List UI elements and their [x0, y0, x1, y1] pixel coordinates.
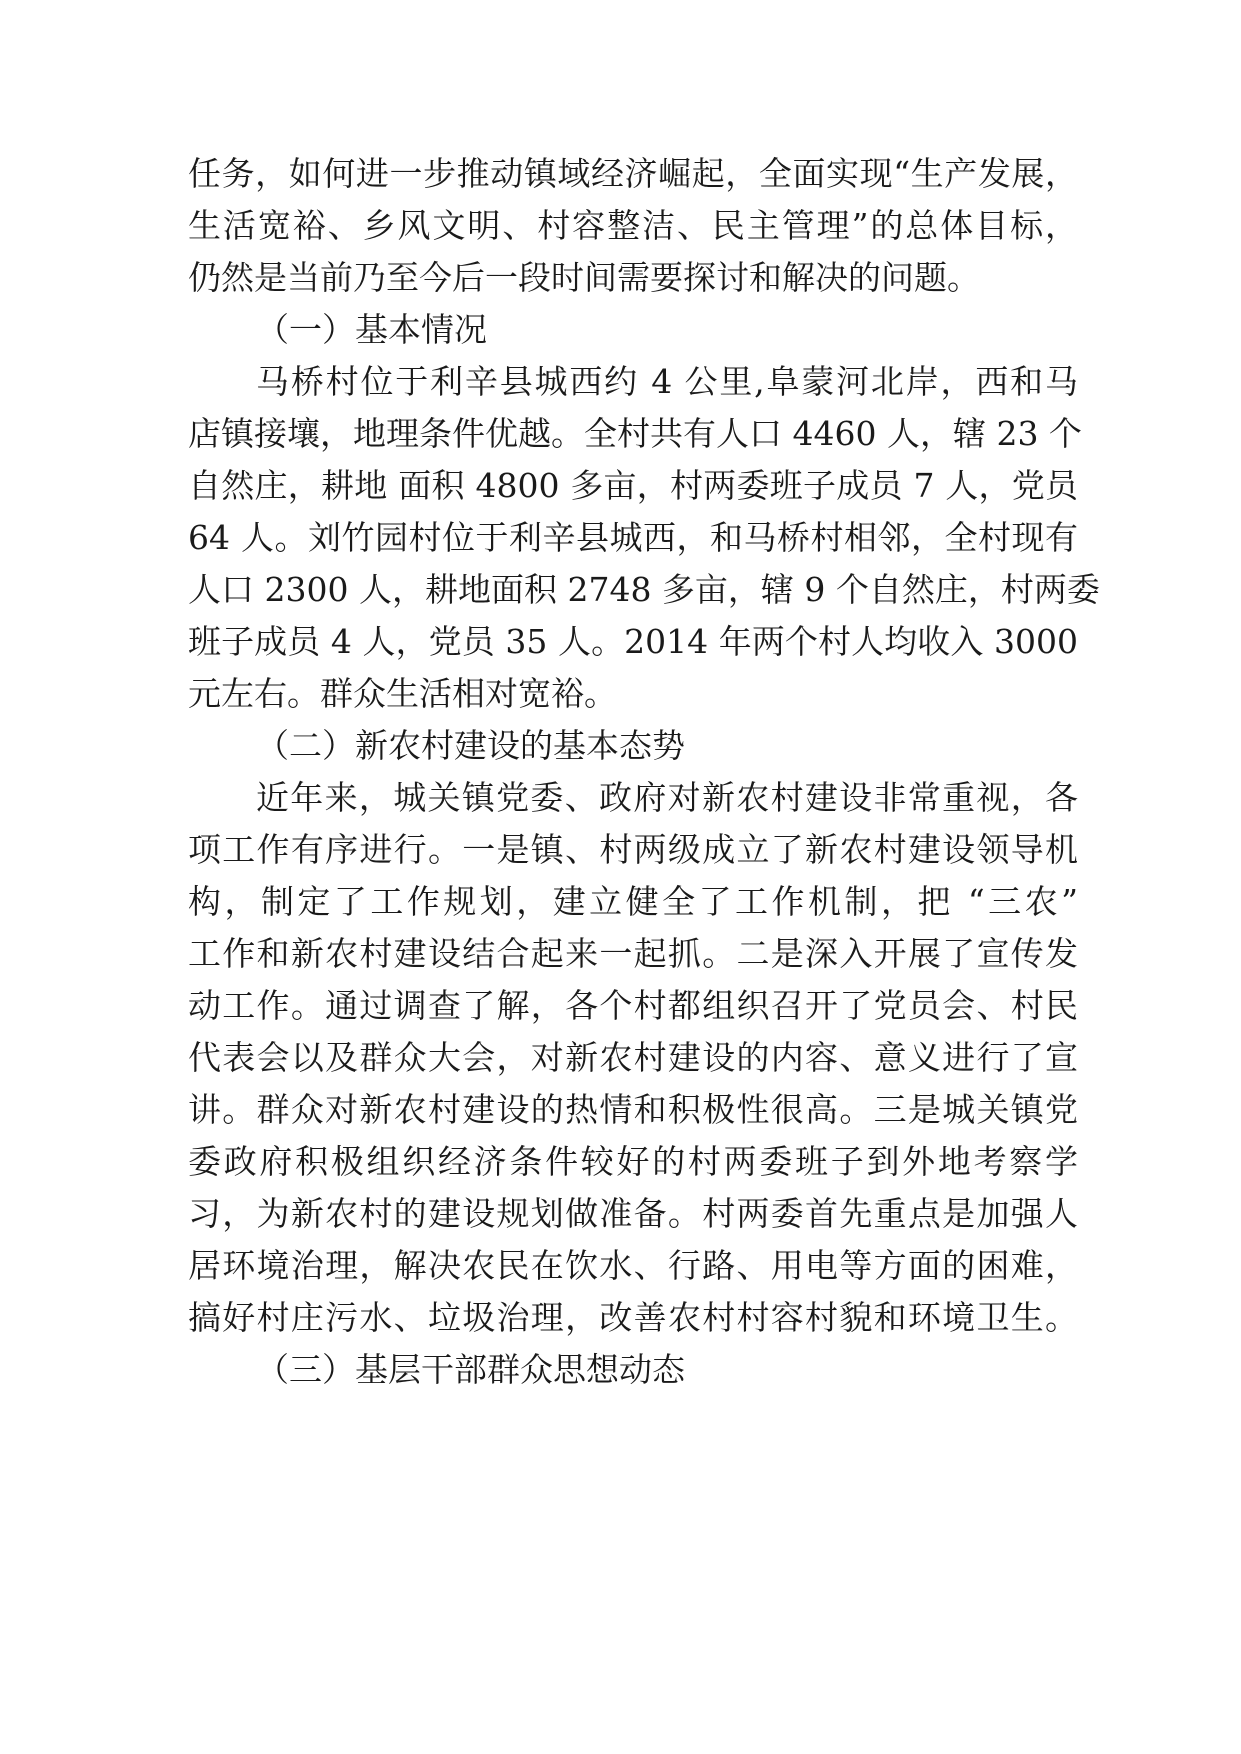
section2-line-1: 近年来，城关镇党委、政府对新农村建设非常重视，各: [256, 778, 1078, 817]
section2-line-7: 讲。群众对新农村建设的热情和积极性很高。三是城关镇党: [188, 1090, 1078, 1129]
section2-line-5: 动工作。通过调查了解，各个村都组织召开了党员会、村民: [188, 986, 1078, 1025]
intro-line-1: 任务，如何进一步推动镇域经济崛起，全面实现“生产发展，: [188, 154, 1078, 193]
section2-line-8: 委政府积极组织经济条件较好的村两委班子到外地考察学: [188, 1142, 1078, 1181]
section1-line-2: 店镇接壤，地理条件优越。全村共有人口 4460 人，辖 23 个: [188, 414, 1082, 453]
section1-line-1: 马桥村位于利辛县城西约 4 公里,阜蒙河北岸，西和马: [256, 362, 1078, 401]
section2-line-3: 构，制定了工作规划，建立健全了工作机制，把 “三农”: [188, 882, 1078, 921]
section2-line-10: 居环境治理，解决农民在饮水、行路、用电等方面的困难，: [188, 1246, 1078, 1285]
section1-line-5: 人口 2300 人，耕地面积 2748 多亩，辖 9 个自然庄，村两委: [188, 570, 1100, 609]
section1-line-7: 元左右。群众生活相对宽裕。: [188, 674, 617, 713]
section-heading-1: （一）基本情况: [256, 310, 487, 349]
section2-line-4: 工作和新农村建设结合起来一起抓。二是深入开展了宣传发: [188, 934, 1078, 973]
section2-line-2: 项工作有序进行。一是镇、村两级成立了新农村建设领导机: [188, 830, 1078, 869]
section2-line-6: 代表会以及群众大会，对新农村建设的内容、意义进行了宣: [188, 1038, 1078, 1077]
section-heading-3: （三）基层干部群众思想动态: [256, 1350, 685, 1389]
intro-line-3: 仍然是当前乃至今后一段时间需要探讨和解决的问题。: [188, 258, 980, 297]
section1-line-6: 班子成员 4 人，党员 35 人。2014 年两个村人均收入 3000: [188, 622, 1078, 661]
intro-line-2: 生活宽裕、乡风文明、村容整洁、民主管理”的总体目标，: [188, 206, 1078, 245]
section2-line-9: 习，为新农村的建设规划做准备。村两委首先重点是加强人: [188, 1194, 1078, 1233]
section-heading-2: （二）新农村建设的基本态势: [256, 726, 685, 765]
section2-line-11: 搞好村庄污水、垃圾治理，改善农村村容村貌和环境卫生。: [188, 1298, 1078, 1337]
section1-line-4: 64 人。刘竹园村位于利辛县城西，和马桥村相邻，全村现有: [188, 518, 1078, 557]
section1-line-3: 自然庄，耕地 面积 4800 多亩，村两委班子成员 7 人，党员: [188, 466, 1078, 505]
